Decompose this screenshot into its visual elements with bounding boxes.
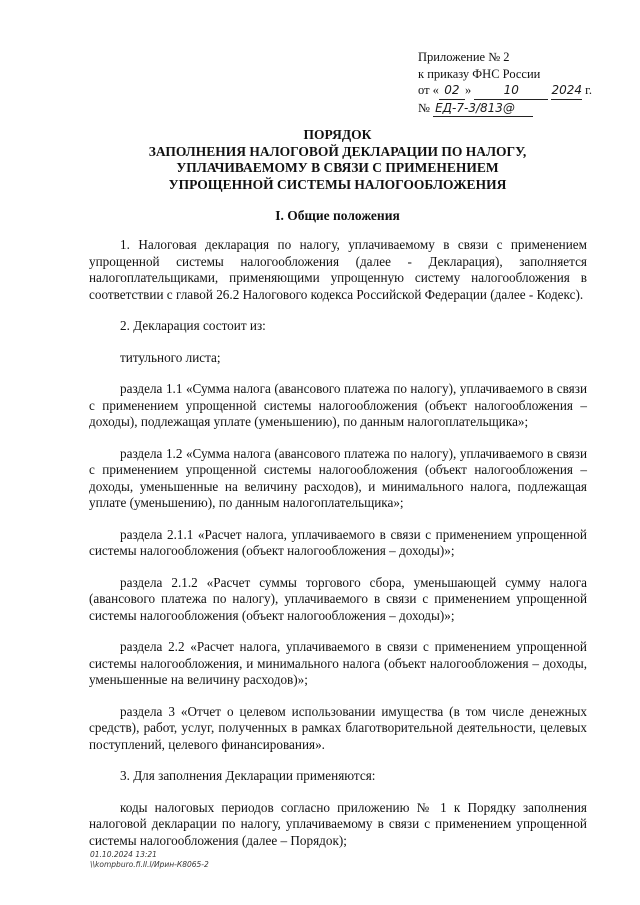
date-day: 02 xyxy=(439,82,465,100)
date-prefix: от « xyxy=(418,83,439,97)
paragraph-10: 3. Для заполнения Декларации применяются: xyxy=(120,768,376,783)
paragraph-2: 2. Декларация состоит из: xyxy=(120,318,266,333)
paragraph-1: 1. Налоговая декларация по налогу, уплачиваемому в связи с применением упрощенной системы налогообложения (далее - Декларация), заполняется налогоплательщиками, применяющими упрощенную систему налогообложения в соответствии с главой 26.2 Налогового кодекса Российской Федерации (далее - Кодекс). xyxy=(89,237,587,302)
paragraph-11: коды налоговых периодов согласно приложению № 1 к Порядку заполнения налоговой декларации по налогу, уплачиваемому в связи с применением упрощенной системы налогообложения (далее – Порядок); xyxy=(89,799,587,848)
appendix-line: Приложение № 2 xyxy=(418,50,510,64)
section-heading: I. Общие положения xyxy=(275,208,400,223)
paragraph-8: раздела 2.2 «Расчет налога, уплачиваемого в связи с применением упрощенной системы налогообложения, и минимального налога (объект налогообложения – доходы, уменьшенные на величину расходов)»; xyxy=(89,639,587,687)
document-title xyxy=(90,127,585,193)
number-prefix: № xyxy=(418,100,430,115)
order-number: ЕД-7-3/813@ xyxy=(433,100,533,118)
title-line-1: ПОРЯДОК xyxy=(303,127,372,142)
order-line: к приказу ФНС России xyxy=(418,66,541,81)
date-quote-close: » xyxy=(464,83,472,97)
paragraph-7: раздела 2.1.2 «Расчет суммы торгового сбора, уменьшающей сумму налога (авансового платежа по налогу), уплачиваемого в связи с применением упрощенной системы налогообложения (объект налогообложения – доходы)»; xyxy=(89,574,587,623)
paragraph-4: раздела 1.1 «Сумма налога (авансового платежа по налогу), уплачиваемого в связи с применением упрощенной системы налогообложения (объект налогообложения – доходы), подлежащая уплате (уменьшению), по данным налогоплательщика»; xyxy=(89,381,587,429)
date-year: 2024 xyxy=(551,82,582,100)
title-line-2: ЗАПОЛНЕНИЯ НАЛОГОВОЙ ДЕКЛАРАЦИИ ПО НАЛОГУ, xyxy=(148,143,527,159)
date-month: 10 xyxy=(474,82,548,100)
footer-timestamp: 01.10.2024 13:21 xyxy=(90,850,157,859)
paragraph-3: титульного листа; xyxy=(120,349,221,365)
appendix-block xyxy=(418,49,592,117)
paragraph-5: раздела 1.2 «Сумма налога (авансового платежа по налогу), уплачиваемого в связи с применением упрощенной системы налогообложения (объект налогообложения – доходы, уменьшенные на величину расходов), и минимального налога, подлежащая уплате (уменьшению), по данным налогоплательщика»; xyxy=(89,445,587,510)
number-line xyxy=(418,100,592,118)
title-line-4: УПРОЩЕННОЙ СИСТЕМЫ НАЛОГООБЛОЖЕНИЯ xyxy=(168,176,507,192)
paragraph-9: раздела 3 «Отчет о целевом использовании имущества (в том числе денежных средств), работ, услуг, полученных в рамках благотворительной деятельности, целевых поступлений, целевого финансирования». xyxy=(89,703,587,752)
title-line-3: УПЛАЧИВАЕМОМУ В СВЯЗИ С ПРИМЕНЕНИЕМ xyxy=(176,160,499,175)
print-footer xyxy=(90,850,209,870)
paragraph-6: раздела 2.1.1 «Расчет налога, уплачиваемого в связи с применением упрощенной системы налогообложения (объект налогообложения – доходы)»; xyxy=(89,526,587,558)
date-line xyxy=(418,82,592,100)
footer-path: \\kompburo.fi.ll.l/Ирин-К8065-2 xyxy=(90,860,209,869)
document-body xyxy=(89,237,587,864)
date-suffix: г. xyxy=(585,83,592,97)
